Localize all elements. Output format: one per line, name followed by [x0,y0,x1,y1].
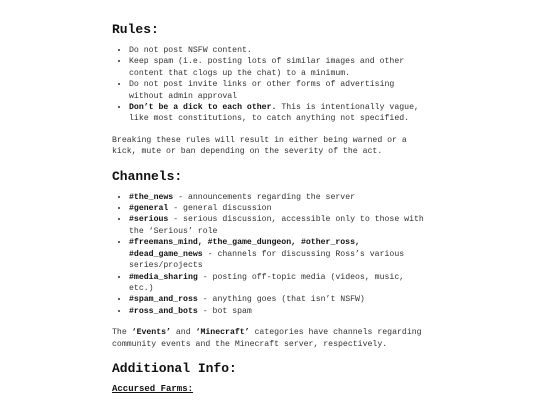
channel-item [129,237,424,271]
channel-name: #serious [129,215,169,225]
channels-footer-pre: The [112,328,132,338]
channels-footer [112,327,424,350]
channel-name: #ross_and_bots [129,306,198,316]
additional-info-heading: Additional Info: [112,360,237,376]
channel-description: - channels for discussing Ross’s various series/projects [129,249,405,271]
channel-item [129,214,424,237]
channel-name: #the_news [129,192,174,202]
channels-list [112,192,424,317]
rule-item [129,45,424,56]
channel-description: - general discussion [168,204,272,214]
rule-item [129,79,424,102]
rule-item [129,56,424,79]
channel-name: #freemans_mind, #the_game_dungeon, #other_ross, #dead_game_news [129,238,360,259]
content-column [112,22,424,395]
channels-footer-post: categories have channels regarding community events and the Minecraft server, respectively. [112,328,422,349]
channel-name: #general [129,204,169,214]
rule-text: Do not post NSFW content. [129,46,252,55]
channel-description: - posting off-topic media (videos, music, etc.) [129,272,405,293]
channel-description: - announcements regarding the server [173,192,356,202]
rule-text: Do not post invite links or other forms of advertising without admin approval [129,80,395,101]
rules-footer: Breaking these rules will result in either being warned or a kick, mute or ban depending on the severity of the act. [112,135,407,157]
channels-footer-mid: and [170,328,196,338]
rule-bold-text: Don’t be a dick to each other. [129,103,277,113]
rule-text: This is intentionally vague, like most constitutions, to catch anything not specified. [129,103,419,124]
channel-description: - anything goes (that isn’t NSFW) [197,295,365,305]
channel-item [129,294,424,305]
channel-name: #media_sharing [129,272,198,282]
channel-description: - bot spam [197,306,252,316]
channel-description: - serious discussion, accessible only to those with the ‘Serious’ role [129,215,424,236]
accursed-farms-subheading: Accursed Farms: [112,383,194,394]
events-category: ‘Events’ [131,328,171,338]
channels-heading: Channels: [112,168,183,184]
rule-item [129,102,424,125]
channel-name: #spam_and_ross [129,295,198,305]
rules-heading: Rules: [112,22,159,37]
minecraft-category: ‘Minecraft’ [195,328,250,338]
channel-item [129,272,424,295]
channel-item [129,192,424,203]
channel-item [129,306,424,317]
rule-text: Keep spam (i.e. posting lots of similar images and other content that clogs up the chat) to a minimum. [129,57,405,78]
channel-item [129,203,424,214]
rules-list [112,45,424,125]
